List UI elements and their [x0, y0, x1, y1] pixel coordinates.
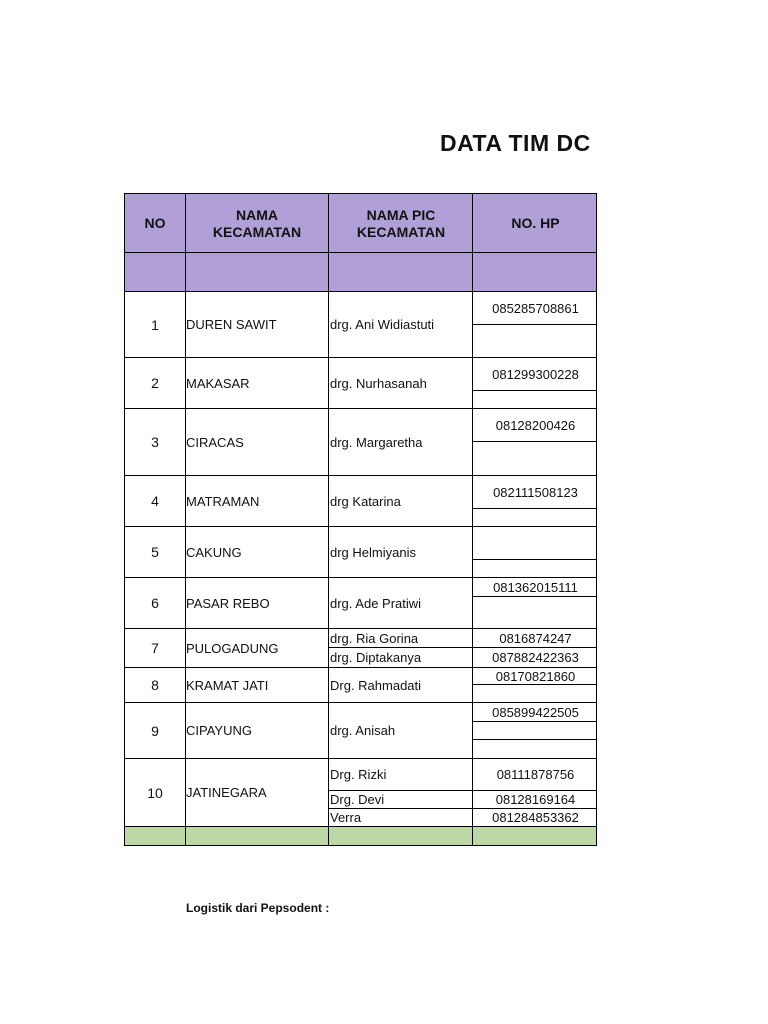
- header-kecamatan: NAMA KECAMATAN: [212, 206, 302, 240]
- gridline: [472, 596, 596, 597]
- row-no: 3: [151, 434, 159, 450]
- row-hp: 081284853362: [492, 810, 579, 825]
- row-hp: 08128169164: [495, 792, 576, 807]
- row-kecamatan: CIPAYUNG: [186, 723, 252, 738]
- gridline: [472, 441, 596, 442]
- row-kecamatan: CAKUNG: [186, 544, 242, 560]
- row-hp: 08170821860: [495, 668, 576, 684]
- row-hp: 082111508123: [493, 484, 578, 500]
- row-no: 2: [151, 375, 159, 391]
- row-kecamatan: KRAMAT JATI: [186, 677, 269, 693]
- row-pic: Drg. Rizki: [330, 767, 387, 782]
- row-pic: drg. Ria Gorina: [330, 630, 419, 646]
- gridline: [472, 559, 596, 560]
- gridline: [125, 826, 596, 827]
- header-no: NO: [144, 215, 166, 231]
- row-pic: drg. Diptakanya: [330, 650, 422, 665]
- row-pic: drg. Anisah: [330, 723, 396, 738]
- row-hp: 081362015111: [493, 579, 578, 595]
- row-pic: Verra: [330, 810, 362, 825]
- row-pic: drg. Margaretha: [330, 434, 423, 450]
- row-hp: 087882422363: [492, 650, 579, 665]
- row-no: 10: [147, 784, 163, 801]
- row-pic: drg. Nurhasanah: [330, 375, 427, 391]
- row-kecamatan: MATRAMAN: [186, 493, 260, 509]
- row-hp: 085899422505: [492, 704, 579, 720]
- gridline: [472, 684, 596, 685]
- header-hp: NO. HP: [511, 215, 560, 231]
- row-hp: 085285708861: [492, 300, 579, 316]
- gridline: [472, 739, 596, 740]
- row-kecamatan: JATINEGARA: [186, 785, 267, 800]
- row-hp: 08111878756: [496, 767, 575, 782]
- gridline: [328, 194, 329, 845]
- row-kecamatan: PULOGADUNG: [186, 640, 279, 656]
- row-hp: 08128200426: [495, 417, 576, 433]
- gridline: [472, 508, 596, 509]
- footer-band: [125, 826, 596, 845]
- row-pic: drg Helmiyanis: [330, 544, 416, 560]
- row-kecamatan: DUREN SAWIT: [186, 317, 277, 332]
- header-pic: NAMA PIC KECAMATAN: [356, 206, 446, 240]
- gridline: [329, 808, 596, 809]
- gridline: [125, 252, 596, 253]
- row-pic: Drg. Rahmadati: [330, 677, 422, 693]
- row-no: 6: [151, 595, 159, 611]
- sheet-title: DATA TIM DC: [440, 130, 591, 156]
- row-pic: drg. Ade Pratiwi: [330, 595, 422, 611]
- row-no: 9: [151, 722, 159, 739]
- row-no: 4: [151, 493, 159, 509]
- gridline: [329, 647, 596, 648]
- row-no: 7: [151, 640, 159, 656]
- row-pic: drg Katarina: [330, 493, 401, 509]
- row-no: 1: [151, 316, 159, 333]
- gridline: [185, 194, 186, 845]
- row-pic: Drg. Devi: [330, 792, 385, 807]
- logistics-note: Logistik dari Pepsodent :: [186, 901, 330, 915]
- row-kecamatan: PASAR REBO: [186, 595, 270, 611]
- gridline: [329, 790, 596, 791]
- row-hp: 081299300228: [492, 366, 579, 382]
- data-table: [124, 193, 597, 846]
- row-kecamatan: MAKASAR: [186, 375, 250, 391]
- row-pic: drg. Ani Widiastuti: [330, 317, 435, 332]
- row-kecamatan: CIRACAS: [186, 434, 244, 450]
- row-no: 5: [151, 544, 159, 560]
- row-hp: 0816874247: [499, 630, 572, 646]
- gridline: [472, 390, 596, 391]
- gridline: [472, 721, 596, 722]
- gridline: [472, 324, 596, 325]
- gridline: [472, 194, 473, 845]
- row-no: 8: [151, 677, 159, 693]
